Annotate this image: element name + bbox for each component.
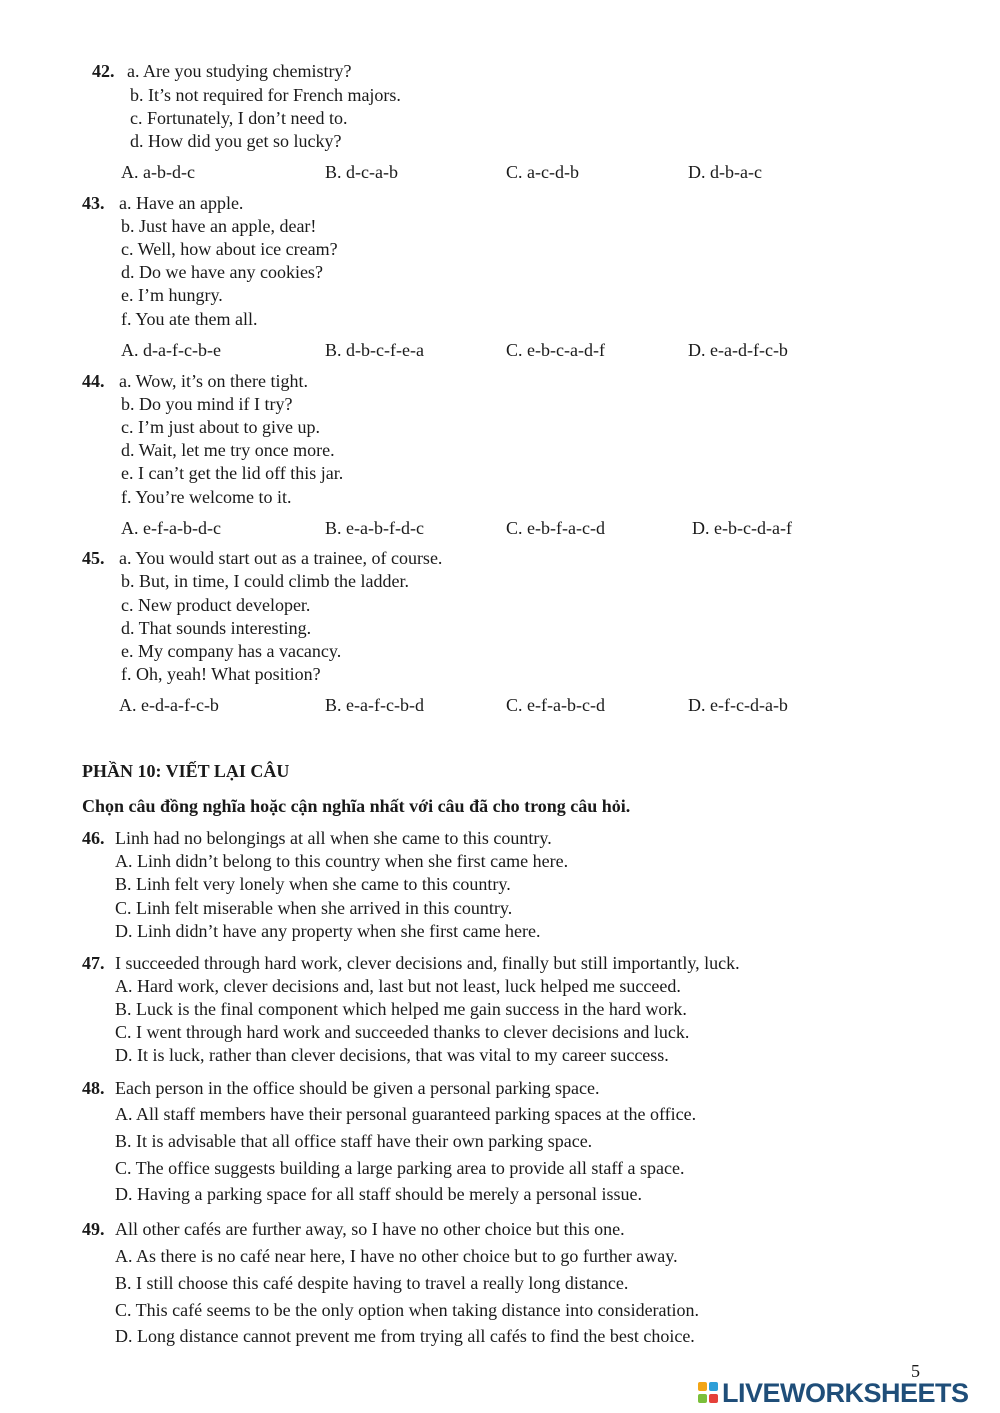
question-number: 47. [82,953,105,973]
question-number: 46. [82,828,105,848]
answer-option-c[interactable]: C. e-b-f-a-c-d [506,518,605,538]
dialogue-line: e. I’m hungry. [121,285,223,305]
answer-option-c[interactable]: C. The office suggests building a large parking area to provide all staff a space. [115,1158,685,1178]
answer-option-a[interactable]: A. d-a-f-c-b-e [121,340,221,360]
liveworksheets-wordmark: LIVEWORKSHEETS [722,1378,969,1408]
answer-option-a[interactable]: A. Linh didn’t belong to this country when she first came here. [115,851,569,871]
dialogue-line: d. That sounds interesting. [121,618,312,638]
dialogue-line: a. You would start out as a trainee, of course. [119,548,443,568]
answer-option-c[interactable]: C. a-c-d-b [506,162,579,182]
answer-option-b[interactable]: B. I still choose this café despite having to travel a really long distance. [115,1273,629,1293]
dialogue-line: b. But, in time, I could climb the ladder. [121,571,409,591]
answer-option-b[interactable]: B. Luck is the final component which helped me gain success in the hard work. [115,999,687,1019]
answer-option-d[interactable]: D. e-a-d-f-c-b [688,340,788,360]
answer-option-b[interactable]: B. Linh felt very lonely when she came to this country. [115,874,511,894]
answer-option-d[interactable]: D. e-b-c-d-a-f [692,518,792,538]
dialogue-line: e. My company has a vacancy. [121,641,342,661]
question-number: 45. [82,548,105,568]
answer-option-c[interactable]: C. e-b-c-a-d-f [506,340,605,360]
answer-option-d[interactable]: D. It is luck, rather than clever decisions, that was vital to my career success. [115,1045,669,1065]
dialogue-line: d. How did you get so lucky? [130,131,342,151]
dialogue-line: a. Have an apple. [119,193,244,213]
question-number: 49. [82,1219,105,1239]
answer-option-a[interactable]: A. As there is no café near here, I have no other choice but to go further away. [115,1246,678,1266]
dialogue-line: c. Fortunately, I don’t need to. [130,108,348,128]
question-stem: Linh had no belongings at all when she came to this country. [115,828,552,848]
dialogue-line: b. It’s not required for French majors. [130,85,401,105]
answer-option-b[interactable]: B. It is advisable that all office staff have their own parking space. [115,1131,593,1151]
answer-option-a[interactable]: A. All staff members have their personal guaranteed parking spaces at the office. [115,1104,697,1124]
dialogue-line: a. Wow, it’s on there tight. [119,371,309,391]
dialogue-line: d. Wait, let me try once more. [121,440,335,460]
answer-option-a[interactable]: A. a-b-d-c [121,162,195,182]
question-stem: All other cafés are further away, so I have no other choice but this one. [115,1219,625,1239]
question-stem: I succeeded through hard work, clever decisions and, finally but still importantly, luck. [115,953,740,973]
question-number: 44. [82,371,105,391]
dialogue-line: e. I can’t get the lid off this jar. [121,463,344,483]
dialogue-line: b. Just have an apple, dear! [121,216,317,236]
dialogue-line: d. Do we have any cookies? [121,262,323,282]
dialogue-line: b. Do you mind if I try? [121,394,293,414]
dialogue-line: c. New product developer. [121,595,311,615]
answer-option-a[interactable]: A. Hard work, clever decisions and, last but not least, luck helped me succeed. [115,976,681,996]
question-number: 48. [82,1078,105,1098]
question-number: 42. [92,61,115,81]
dialogue-line: c. I’m just about to give up. [121,417,320,437]
question-stem: Each person in the office should be given a personal parking space. [115,1078,600,1098]
dialogue-line: f. You’re welcome to it. [121,487,292,507]
answer-option-b[interactable]: B. d-c-a-b [325,162,398,182]
dialogue-line: a. Are you studying chemistry? [127,61,352,81]
answer-option-b[interactable]: B. d-b-c-f-e-a [325,340,424,360]
answer-option-a[interactable]: A. e-d-a-f-c-b [119,695,219,715]
question-number: 43. [82,193,105,213]
liveworksheets-logo [698,1378,969,1408]
section-title: PHẦN 10: VIẾT LẠI CÂU [82,761,290,781]
answer-option-c[interactable]: C. e-f-a-b-c-d [506,695,605,715]
answer-option-d[interactable]: D. e-f-c-d-a-b [688,695,788,715]
answer-option-c[interactable]: C. I went through hard work and succeeded thanks to clever decisions and luck. [115,1022,690,1042]
answer-option-d[interactable]: D. d-b-a-c [688,162,762,182]
dialogue-line: c. Well, how about ice cream? [121,239,338,259]
answer-option-c[interactable]: C. Linh felt miserable when she arrived in this country. [115,898,513,918]
dialogue-line: f. You ate them all. [121,309,258,329]
answer-option-c[interactable]: C. This café seems to be the only option when taking distance into consideration. [115,1300,700,1320]
liveworksheets-mark-icon [698,1380,718,1406]
answer-option-d[interactable]: D. Long distance cannot prevent me from trying all cafés to find the best choice. [115,1326,695,1346]
answer-option-b[interactable]: B. e-a-b-f-d-c [325,518,424,538]
dialogue-line: f. Oh, yeah! What position? [121,664,321,684]
section-instruction: Chọn câu đồng nghĩa hoặc cận nghĩa nhất với câu đã cho trong câu hỏi. [82,796,631,816]
answer-option-d[interactable]: D. Having a parking space for all staff should be merely a personal issue. [115,1184,643,1204]
page-number: 5 [911,1361,920,1381]
answer-option-d[interactable]: D. Linh didn’t have any property when she first came here. [115,921,541,941]
answer-option-b[interactable]: B. e-a-f-c-b-d [325,695,424,715]
answer-option-a[interactable]: A. e-f-a-b-d-c [121,518,221,538]
